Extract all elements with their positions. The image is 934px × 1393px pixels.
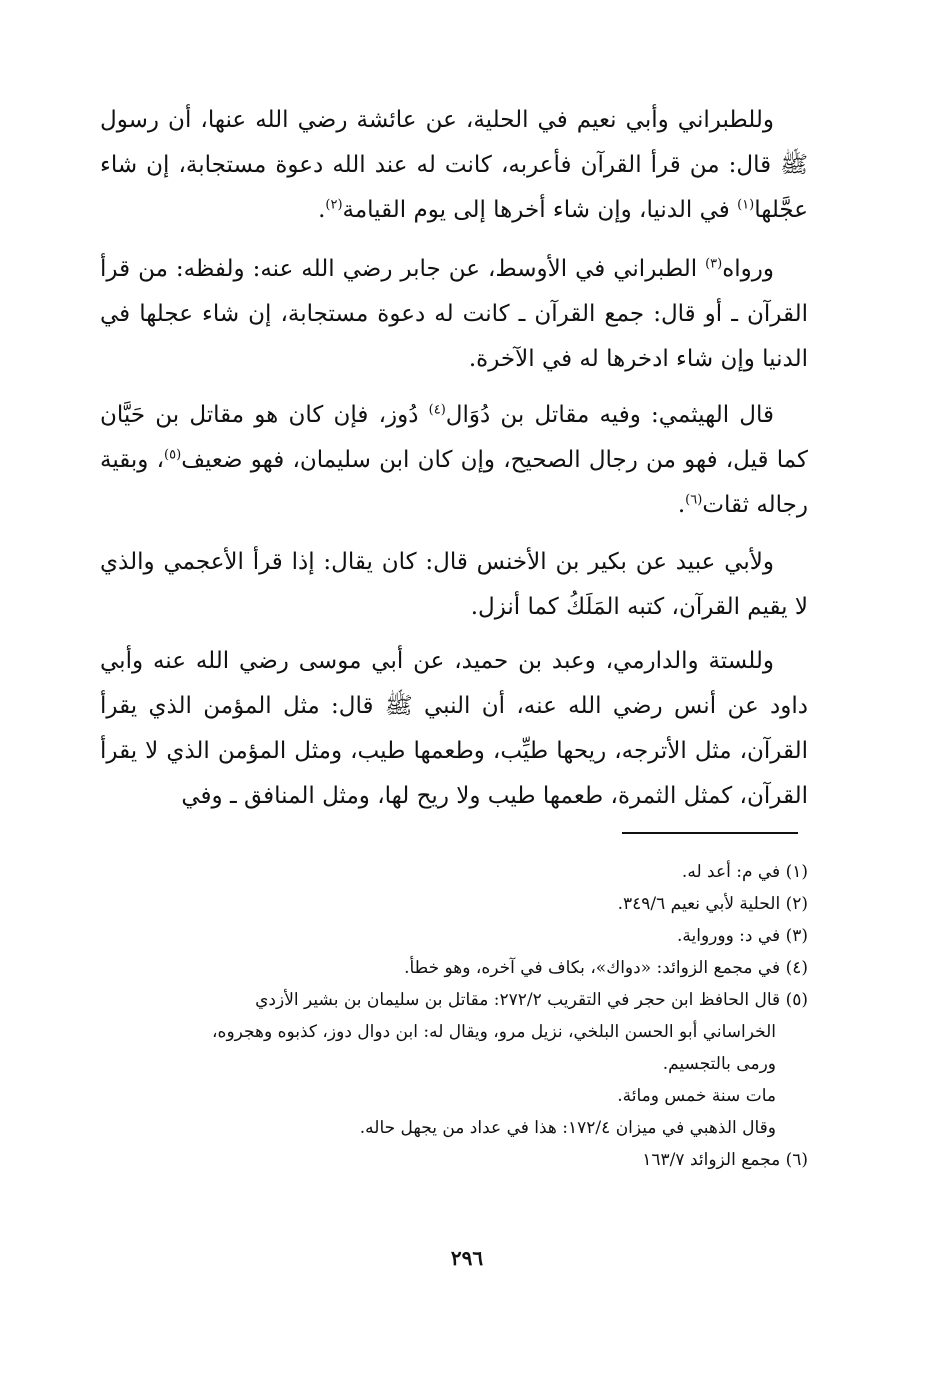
paragraph-text-run: وللستة والدارمي، وعبد بن حميد، عن أبي موسى رضي الله عنه وأبي داود عن أنس رضي الله عنه، أن النبي ﷺ قال: مثل المؤمن الذي يقرأ القرآن، مثل الأترجه، ريحها طيِّب، وطعمها طيب، ومثل المؤمن الذي لا يقرأ القرآن، كمثل الثمرة، طعمها طيب ولا ريح لها، ومثل المنافق ـ وفي bbox=[100, 648, 808, 809]
footnote-ref-6[interactable]: (٦) bbox=[685, 492, 703, 508]
paragraph-1-text bbox=[100, 98, 808, 233]
paragraph-text-run: ، وبقية رجاله ثقات bbox=[100, 447, 808, 518]
paragraph-text-run: في الدنيا، وإن شاء أخرها إلى يوم القيامة bbox=[342, 197, 738, 223]
footnote-5-continuation: مات سنة خمس ومائة. bbox=[617, 1086, 776, 1106]
paragraph-3 bbox=[100, 393, 808, 528]
paragraph-2 bbox=[100, 247, 808, 382]
page-number: ٢٩٦ bbox=[450, 1246, 484, 1270]
footnote-6: (٦) مجمع الزوائد ١٦٣/٧ bbox=[642, 1150, 808, 1170]
footnote-ref-2[interactable]: (٢) bbox=[325, 197, 343, 213]
paragraph-5 bbox=[100, 639, 808, 819]
footnote-ref-3[interactable]: (٣) bbox=[705, 256, 723, 272]
paragraph-text-run: . bbox=[318, 197, 326, 223]
paragraph-4-text bbox=[100, 540, 808, 630]
footnote-ref-4[interactable]: (٤) bbox=[428, 402, 446, 418]
paragraph-2-text bbox=[100, 247, 808, 382]
footnote-1: (١) في م: أعد له. bbox=[681, 862, 808, 882]
paragraph-text-run: الطبراني في الأوسط، عن جابر رضي الله عنه: ولفظه: من قرأ القرآن ـ أو قال: جمع القرآن ـ كانت له دعوة مستجابة، إن شاء عجلها في الدنيا وإن شاء ادخرها له في الآخرة. bbox=[100, 256, 808, 372]
footnotes-section bbox=[105, 856, 808, 1176]
footnote-ref-1[interactable]: (١) bbox=[737, 197, 755, 213]
paragraph-3-text bbox=[100, 393, 808, 528]
footnote-ref-5[interactable]: (٥) bbox=[164, 447, 182, 463]
paragraph-text-run: وللطبراني وأبي نعيم في الحلية، عن عائشة رضي الله عنها، أن رسول ﷺ قال: من قرأ القرآن فأعربه، كانت له عند الله دعوة مستجابة، إن شاء عجَّلها bbox=[100, 107, 808, 223]
footnote-3: (٣) في د: وورواية. bbox=[676, 926, 808, 946]
paragraph-text-run: قال الهيثمي: وفيه مقاتل بن دُوَال bbox=[445, 402, 774, 428]
paragraph-5-text bbox=[100, 639, 808, 819]
footnote-4: (٤) في مجمع الزوائد: «دواك»، بكاف في آخره، وهو خطأ. bbox=[404, 958, 808, 978]
footnote-5-continuation: الخراساني أبو الحسن البلخي، نزيل مرو، ويقال له: ابن دوال دوز، كذبوه وهجروه، bbox=[212, 1022, 776, 1042]
paragraph-text-run: ولأبي عبيد عن بكير بن الأخنس قال: كان يقال: إذا قرأ الأعجمي والذي لا يقيم القرآن، كتبه المَلَكُ كما أنزل. bbox=[100, 549, 808, 620]
paragraph-text-run: ورواه bbox=[722, 256, 774, 282]
footnote-2: (٢) الحلية لأبي نعيم ٣٤٩/٦. bbox=[617, 894, 808, 914]
footnote-5: (٥) قال الحافظ ابن حجر في التقريب ٢٧٢/٢: مقاتل بن سليمان بن بشير الأزدي bbox=[255, 990, 808, 1010]
footnote-5-continuation: وقال الذهبي في ميزان ١٧٢/٤: هذا في عداد من يجهل حاله. bbox=[359, 1118, 776, 1138]
paragraph-text-run: . bbox=[677, 492, 686, 518]
footnote-5-continuation: ورمى بالتجسيم. bbox=[662, 1054, 776, 1074]
paragraph-text-run: دُوز، فإن كان هو مقاتل بن حَيَّان كما قيل، فهو من رجال الصحيح، وإن كان ابن سليمان، فهو ضعيف bbox=[100, 402, 808, 473]
paragraph-1 bbox=[100, 98, 808, 233]
paragraph-4 bbox=[100, 540, 808, 630]
footnote-divider bbox=[622, 832, 798, 834]
